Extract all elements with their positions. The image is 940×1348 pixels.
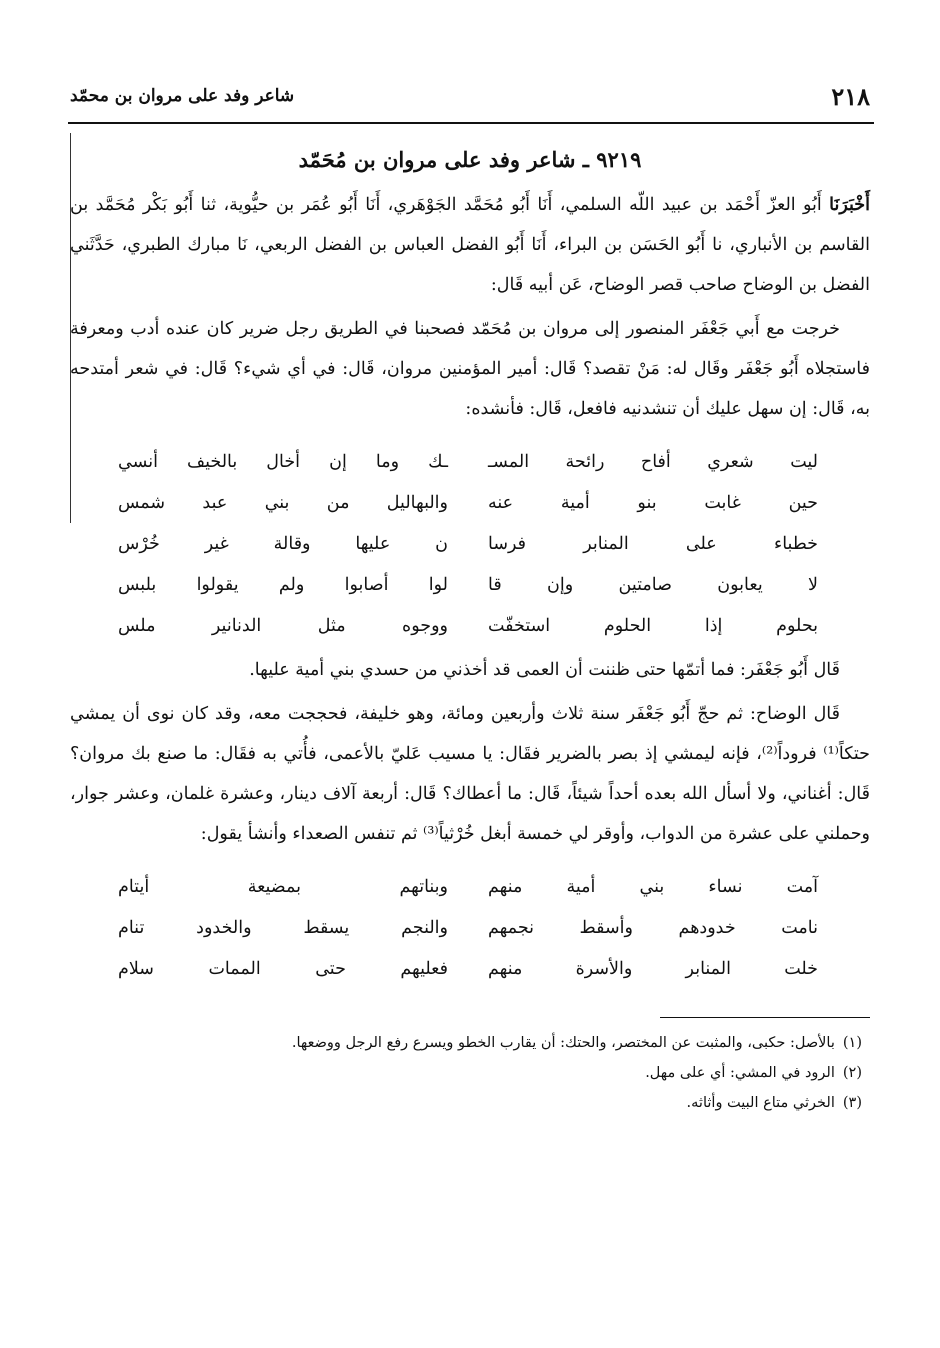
footnote-number: (١) <box>842 1035 862 1051</box>
hemistich-right: خلت المنابر والأسرة منهم <box>488 958 818 979</box>
verse-row <box>70 866 870 907</box>
hemistich-left: فعليهم حتى الممات سلام <box>118 958 448 979</box>
verse-row <box>70 523 870 564</box>
hemistich-right: حين غابت بنو أمية عنه <box>488 492 818 513</box>
footnote-2 <box>70 1058 870 1088</box>
verse-row <box>70 482 870 523</box>
hemistich-left: ووجوه مثل الدنانير ملس <box>118 615 448 636</box>
footnote-number: (٢) <box>842 1065 862 1081</box>
hemistich-left: ن عليها وقالة غير خُرْس <box>118 533 448 554</box>
hemistich-right: لا يعابون صامتين وإن قا <box>488 574 818 595</box>
page-body <box>70 143 870 1118</box>
verse-row <box>70 907 870 948</box>
footnote-text: بالأصل: حكبى، والمثبت عن المختصر، والحتك: أن يقارب الخطو ويسرع رفع الرجل ووضعها. <box>291 1035 835 1051</box>
verse-row <box>70 948 870 989</box>
isnad-paragraph <box>70 185 870 305</box>
entry-title: ٩٢١٩ ـ شاعر وفد على مروان بن مُحَمّد <box>298 147 642 172</box>
after-poem-paragraph: قَال أَبُو جَعْفَر: فما أتمّها حتى ظننت أن العمى قد أخذني من حسدي بني أمية عليها. <box>249 660 840 680</box>
verse-row <box>70 605 870 646</box>
header-rule <box>68 122 874 124</box>
isnad-lead: أَخْبَرَنَا <box>829 195 870 215</box>
hemistich-left: والبهاليل من بني عبد شمس <box>118 492 448 513</box>
hemistich-left: وبناتهم بمضيعة أيتام <box>118 876 448 897</box>
verse-row <box>70 564 870 605</box>
footnote-text: الخرثي متاع البيت وأثاثه. <box>686 1095 835 1111</box>
footnote-3 <box>70 1088 870 1118</box>
hemistich-right: بحلوم إذا الحلوم استخفّت <box>488 615 818 636</box>
page-number: ٢١٨ <box>831 81 870 111</box>
verse-row <box>70 441 870 482</box>
footnote-1 <box>70 1028 870 1058</box>
footnote-text: الرود في المشي: أي على مهل. <box>645 1065 835 1081</box>
poem-1 <box>70 441 870 646</box>
hemistich-right: نامت خدودهم وأسقط نجمهم <box>488 917 818 938</box>
footnote-number: (٣) <box>842 1095 862 1111</box>
hemistich-right: آمت نساء بني أمية منهم <box>488 876 818 897</box>
header-title: شاعر وفد على مروان بن محمّد <box>70 86 295 106</box>
hemistich-left: لوا أصابوا ولم يقولوا بلبس <box>118 574 448 595</box>
footnote-rule <box>660 1017 870 1018</box>
hemistich-left: ـك وما إن أخال بالخيف أنسي <box>118 451 448 472</box>
hemistich-right: خطباء على المنابر فرسا <box>488 533 818 554</box>
hemistich-left: والنجم يسقط والخدود تنام <box>118 917 448 938</box>
poem-2 <box>70 866 870 989</box>
narrative-paragraph-2: قَال الوضاح: ثم حجّ أَبُو جَعْفَر سنة ثلاث وأربعين ومائة، وهو خليفة، فحججت معه، وقد كان نوى أن يمشي حتكاً⁽¹⁾ فروداً⁽²⁾، فإنه ليمشي إذ بصر بالضرير فقَال: يا مسيب عَليّ بالأعمى، فأُتي به فقَال: ما صنع بك مروان؟ قَال: أغناني، ولا أسأل الله بعده أحداً شيئاً، قَال: ما أعطاك؟ قَال: أربعة آلاف دينار، وعشرة غلمان، وعشر جوار، وحملني على عشرة من الدواب، وأوقر لي خمسة أبغل خُرْثياً⁽³⁾ ثم تنفس الصعداء وأنشأ يقول: <box>70 704 870 844</box>
hemistich-right: ليت شعري أفاح رائحة المسـ <box>488 451 818 472</box>
running-header <box>70 80 870 112</box>
narrative-paragraph-1: خرجت مع أَبي جَعْفَر المنصور إلى مروان بن مُحَمّد فصحبنا في الطريق رجل ضرير كان عنده أدب ومعرفة فاستجلاه أَبُو جَعْفَر وقَال له: مَنْ تقصد؟ قَال: أمير المؤمنين مروان، قَال: في أي شيء؟ قَال: في شعر أمتدحه به، قَال: إن سهل عليك أن تنشدنيه فافعل، قَال: فأنشده: <box>70 319 870 419</box>
isnad-text: أَبُو العزّ أَحْمَد بن عبيد اللّه السلمي، أَنَا أَبُو مُحَمَّد الجَوْهَري، أَنَا أَبُو عُمَر بن حيُّوية، ثنا أَبُو بَكْر مُحَمَّد بن القاسم بن الأنباري، نا أَبُو الحَسَن بن البراء، أَنَا أَبُو الفضل العباس بن الفضل الربعي، نَا مبارك الطبري، حَدَّثَني الفضل بن الوضاح صاحب قصر الوضاح، عَن أبيه قَال: <box>70 195 870 295</box>
